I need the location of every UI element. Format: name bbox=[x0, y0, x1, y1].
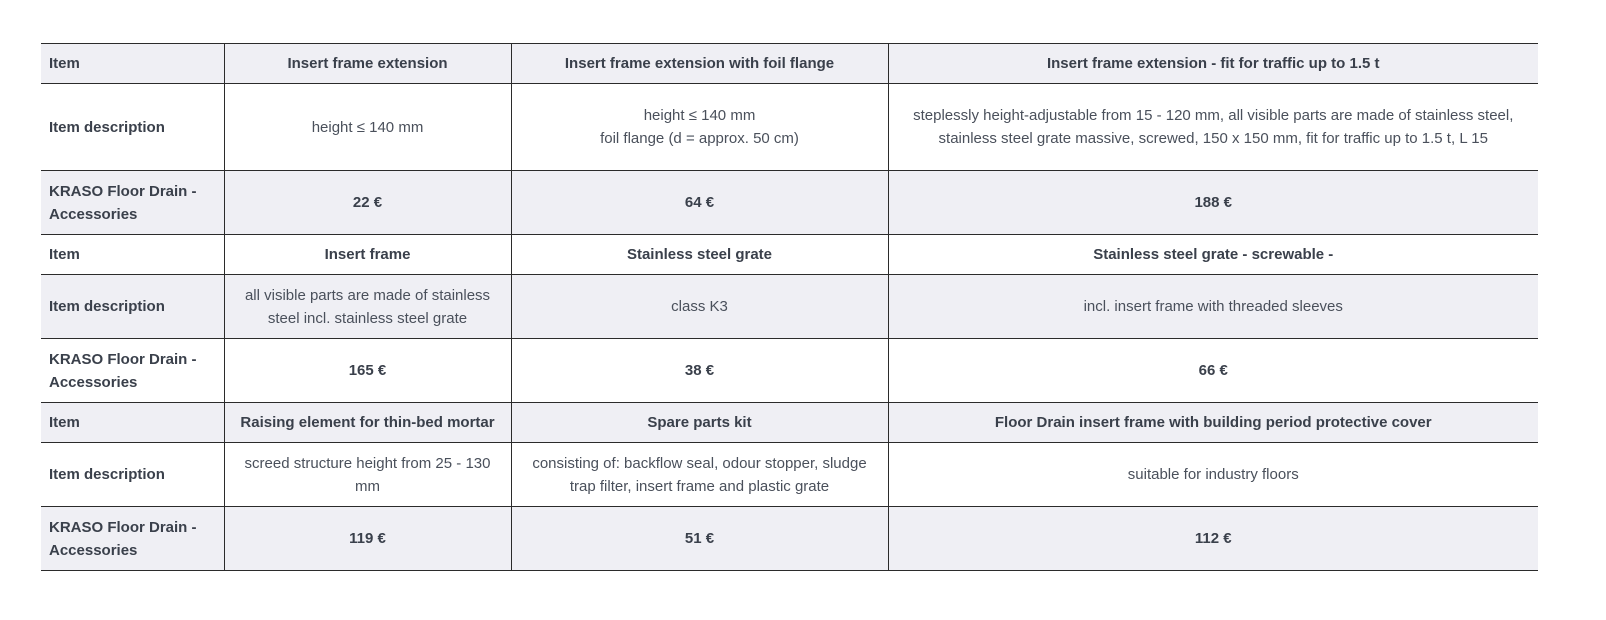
item-description-cell bbox=[224, 84, 511, 171]
description-label-cell: Item description bbox=[41, 84, 224, 171]
item-label-cell: Item bbox=[41, 403, 224, 443]
description-line: height ≤ 140 mm bbox=[643, 107, 756, 124]
price-cell: 188 € bbox=[888, 171, 1538, 235]
description-line: foil flange (d = approx. 50 cm) bbox=[600, 130, 799, 147]
description-line: suitable for industry floors bbox=[1127, 466, 1299, 483]
table-row-item bbox=[41, 44, 1538, 84]
table-row-item bbox=[41, 235, 1538, 275]
item-label-cell: Item bbox=[41, 235, 224, 275]
price-cell: 165 € bbox=[224, 339, 511, 403]
item-name-cell: Insert frame extension - fit for traffic up to 1.5 t bbox=[888, 44, 1538, 84]
table-row-price bbox=[41, 339, 1538, 403]
item-name-cell: Insert frame extension bbox=[224, 44, 511, 84]
item-name-cell: Raising element for thin-bed mortar bbox=[224, 403, 511, 443]
product-table-container bbox=[41, 43, 1538, 571]
price-cell: 38 € bbox=[511, 339, 888, 403]
item-description-cell bbox=[511, 275, 888, 339]
price-cell: 22 € bbox=[224, 171, 511, 235]
accessories-price-table bbox=[41, 43, 1538, 571]
item-name-cell: Insert frame bbox=[224, 235, 511, 275]
description-line: consisting of: backflow seal, odour stopper, sludge trap filter, insert frame and plastic grate bbox=[532, 454, 867, 495]
item-name-cell: Stainless steel grate bbox=[511, 235, 888, 275]
table-row-price bbox=[41, 507, 1538, 571]
item-name-cell: Stainless steel grate - screwable - bbox=[888, 235, 1538, 275]
description-line: screed structure height from 25 - 130 mm bbox=[244, 454, 491, 495]
price-cell: 66 € bbox=[888, 339, 1538, 403]
price-label-cell: KRASO Floor Drain - Accessories bbox=[41, 171, 224, 235]
item-description-cell bbox=[511, 84, 888, 171]
table-row-item bbox=[41, 403, 1538, 443]
description-line: incl. insert frame with threaded sleeves bbox=[1083, 298, 1343, 315]
item-description-cell bbox=[224, 275, 511, 339]
table-row-description bbox=[41, 84, 1538, 171]
item-description-cell bbox=[888, 443, 1538, 507]
item-description-cell bbox=[888, 275, 1538, 339]
price-cell: 51 € bbox=[511, 507, 888, 571]
item-description-cell bbox=[511, 443, 888, 507]
item-description-cell bbox=[888, 84, 1538, 171]
table-row-description bbox=[41, 275, 1538, 339]
description-line: class K3 bbox=[671, 298, 728, 315]
description-line: height ≤ 140 mm bbox=[311, 118, 424, 136]
price-cell: 64 € bbox=[511, 171, 888, 235]
price-label-cell: KRASO Floor Drain - Accessories bbox=[41, 507, 224, 571]
item-name-cell: Insert frame extension with foil flange bbox=[511, 44, 888, 84]
price-label-cell: KRASO Floor Drain - Accessories bbox=[41, 339, 224, 403]
table-row-description bbox=[41, 443, 1538, 507]
item-name-cell: Spare parts kit bbox=[511, 403, 888, 443]
description-label-cell: Item description bbox=[41, 443, 224, 507]
description-line: steplessly height-adjustable from 15 - 120 mm, all visible parts are made of stainless steel, stainless steel grate massive, screwed, 150 x 150 mm, fit for traffic up to 1.5 t, L 15 bbox=[913, 107, 1514, 147]
table-row-price bbox=[41, 171, 1538, 235]
description-label-cell: Item description bbox=[41, 275, 224, 339]
description-line: all visible parts are made of stainless steel incl. stainless steel grate bbox=[244, 286, 491, 327]
item-name-cell: Floor Drain insert frame with building period protective cover bbox=[888, 403, 1538, 443]
price-cell: 112 € bbox=[888, 507, 1538, 571]
item-label-cell: Item bbox=[41, 44, 224, 84]
price-cell: 119 € bbox=[224, 507, 511, 571]
item-description-cell bbox=[224, 443, 511, 507]
